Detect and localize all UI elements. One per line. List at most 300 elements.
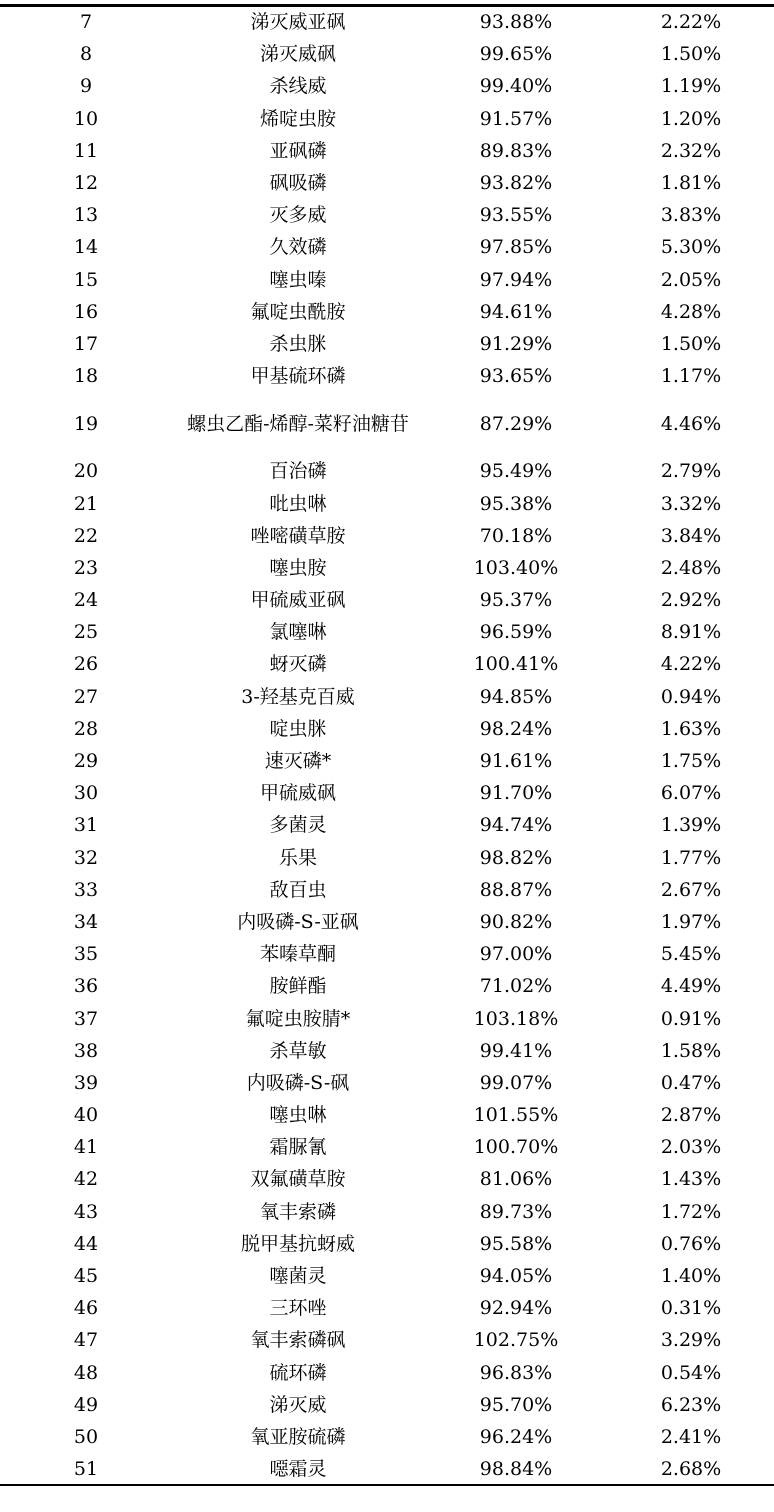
recovery-value: 98.82% xyxy=(479,846,553,869)
rsd-value: 3.84% xyxy=(660,524,722,547)
row-number: 32 xyxy=(73,846,99,869)
recovery-value-cell xyxy=(424,1421,608,1453)
row-number-cell xyxy=(0,392,172,455)
rsd-value-cell xyxy=(608,1228,774,1260)
table-row xyxy=(0,809,774,841)
recovery-value: 96.24% xyxy=(479,1425,553,1448)
compound-name: 脱甲基抗蚜威 xyxy=(240,1232,355,1255)
row-number-cell xyxy=(0,1421,172,1453)
recovery-value-cell xyxy=(424,392,608,455)
row-number-cell xyxy=(0,487,172,519)
row-number: 48 xyxy=(73,1361,99,1384)
recovery-value: 100.41% xyxy=(473,653,559,676)
row-number-cell xyxy=(0,296,172,328)
recovery-value: 91.57% xyxy=(479,107,553,130)
row-number-cell xyxy=(0,938,172,970)
compound-name-cell xyxy=(172,1196,424,1228)
rsd-value-cell xyxy=(608,552,774,584)
compound-name: 吡虫啉 xyxy=(269,492,327,515)
recovery-value-cell xyxy=(424,648,608,680)
row-number: 15 xyxy=(73,268,99,291)
recovery-value: 99.07% xyxy=(479,1071,553,1094)
rsd-value-cell xyxy=(608,455,774,487)
row-number-cell xyxy=(0,70,172,102)
compound-name-cell xyxy=(172,842,424,874)
pesticide-recovery-table xyxy=(0,6,774,1485)
compound-name-cell xyxy=(172,1002,424,1034)
compound-name: 噻虫胺 xyxy=(269,556,327,579)
recovery-value-cell xyxy=(424,809,608,841)
row-number-cell xyxy=(0,584,172,616)
row-number: 49 xyxy=(73,1393,99,1416)
recovery-value: 93.82% xyxy=(479,172,553,195)
row-number-cell xyxy=(0,874,172,906)
rsd-value: 2.67% xyxy=(660,878,722,901)
row-number: 23 xyxy=(73,556,99,579)
compound-name: 3-羟基克百威 xyxy=(241,685,355,708)
rsd-value-cell xyxy=(608,1389,774,1421)
rsd-value-cell xyxy=(608,1324,774,1356)
recovery-value-cell xyxy=(424,584,608,616)
recovery-value-cell xyxy=(424,938,608,970)
compound-name: 霜脲氰 xyxy=(269,1136,327,1159)
recovery-value: 70.18% xyxy=(479,524,553,547)
table-row xyxy=(0,1453,774,1485)
row-number-cell xyxy=(0,777,172,809)
recovery-value-cell xyxy=(424,70,608,102)
compound-name-cell xyxy=(172,1035,424,1067)
recovery-value: 99.40% xyxy=(479,75,553,98)
recovery-value: 95.58% xyxy=(479,1232,553,1255)
compound-name-cell xyxy=(172,713,424,745)
table-row xyxy=(0,296,774,328)
compound-name: 唑嘧磺草胺 xyxy=(250,524,346,547)
table-row xyxy=(0,1067,774,1099)
table-row xyxy=(0,199,774,231)
rsd-value-cell xyxy=(608,970,774,1002)
table-row xyxy=(0,487,774,519)
recovery-value-cell xyxy=(424,167,608,199)
table-row xyxy=(0,167,774,199)
row-number-cell xyxy=(0,552,172,584)
compound-name: 氧丰索磷 xyxy=(259,1200,336,1223)
row-number-cell xyxy=(0,1002,172,1034)
table-row xyxy=(0,1002,774,1034)
table-row xyxy=(0,328,774,360)
row-number: 42 xyxy=(73,1168,99,1191)
recovery-value: 89.83% xyxy=(479,139,553,162)
recovery-value-cell xyxy=(424,1453,608,1485)
recovery-value-cell xyxy=(424,520,608,552)
rsd-value-cell xyxy=(608,1421,774,1453)
compound-name: 乐果 xyxy=(278,846,317,869)
row-number: 18 xyxy=(73,365,99,388)
compound-name: 内吸磷-S-砜 xyxy=(246,1071,350,1094)
rsd-value: 3.32% xyxy=(660,492,722,515)
recovery-value-cell xyxy=(424,681,608,713)
recovery-value: 91.29% xyxy=(479,332,553,355)
compound-name-cell xyxy=(172,1389,424,1421)
row-number: 33 xyxy=(73,878,99,901)
rsd-value: 1.97% xyxy=(660,910,722,933)
table-row xyxy=(0,455,774,487)
compound-name: 氧亚胺硫磷 xyxy=(250,1425,346,1448)
row-number-cell xyxy=(0,616,172,648)
row-number: 29 xyxy=(73,750,99,773)
rsd-value: 1.43% xyxy=(660,1168,722,1191)
row-number-cell xyxy=(0,199,172,231)
row-number: 9 xyxy=(79,75,93,98)
rsd-value: 2.41% xyxy=(660,1425,722,1448)
rsd-value-cell xyxy=(608,1131,774,1163)
rsd-value-cell xyxy=(608,328,774,360)
rsd-value-cell xyxy=(608,1196,774,1228)
recovery-value: 102.75% xyxy=(473,1329,559,1352)
row-number-cell xyxy=(0,520,172,552)
row-number: 39 xyxy=(73,1071,99,1094)
compound-name-cell xyxy=(172,809,424,841)
compound-name: 硫环磷 xyxy=(269,1361,327,1384)
rsd-value-cell xyxy=(608,264,774,296)
recovery-value-cell xyxy=(424,970,608,1002)
rsd-value: 0.94% xyxy=(660,685,722,708)
recovery-value-cell xyxy=(424,328,608,360)
table-row xyxy=(0,1228,774,1260)
recovery-value: 94.05% xyxy=(479,1265,553,1288)
compound-name: 蚜灭磷 xyxy=(269,653,327,676)
rsd-value-cell xyxy=(608,392,774,455)
rsd-value: 1.20% xyxy=(660,107,722,130)
rsd-value: 5.45% xyxy=(660,943,722,966)
compound-name: 涕灭威 xyxy=(269,1393,327,1416)
row-number: 24 xyxy=(73,589,99,612)
rsd-value-cell xyxy=(608,360,774,392)
row-number-cell xyxy=(0,1035,172,1067)
row-number-cell xyxy=(0,1292,172,1324)
recovery-value-cell xyxy=(424,1357,608,1389)
compound-name: 氟啶虫酰胺 xyxy=(250,300,346,323)
table-row xyxy=(0,713,774,745)
rsd-value-cell xyxy=(608,296,774,328)
recovery-value-cell xyxy=(424,1292,608,1324)
recovery-value-cell xyxy=(424,713,608,745)
row-number: 14 xyxy=(73,236,99,259)
rsd-value: 2.79% xyxy=(660,460,722,483)
row-number: 19 xyxy=(73,412,99,435)
recovery-value-cell xyxy=(424,616,608,648)
compound-name-cell xyxy=(172,70,424,102)
row-number-cell xyxy=(0,264,172,296)
row-number: 12 xyxy=(73,172,99,195)
rsd-value: 4.49% xyxy=(660,975,722,998)
rsd-value-cell xyxy=(608,648,774,680)
row-number-cell xyxy=(0,1389,172,1421)
rsd-value-cell xyxy=(608,6,774,38)
compound-name-cell xyxy=(172,38,424,70)
compound-name: 噻虫啉 xyxy=(269,1104,327,1127)
recovery-value: 99.41% xyxy=(479,1039,553,1062)
compound-name: 氯噻啉 xyxy=(269,621,327,644)
recovery-value: 81.06% xyxy=(479,1168,553,1191)
compound-name: 内吸磷-S-亚砜 xyxy=(237,910,359,933)
compound-name: 涕灭威亚砜 xyxy=(250,11,346,34)
rsd-value-cell xyxy=(608,70,774,102)
recovery-value-cell xyxy=(424,6,608,38)
rsd-value-cell xyxy=(608,1163,774,1195)
row-number-cell xyxy=(0,1228,172,1260)
rsd-value: 1.58% xyxy=(660,1039,722,1062)
recovery-value: 97.94% xyxy=(479,268,553,291)
recovery-value-cell xyxy=(424,487,608,519)
rsd-value: 2.22% xyxy=(660,11,722,34)
rsd-value-cell xyxy=(608,520,774,552)
table-row xyxy=(0,938,774,970)
recovery-value: 94.74% xyxy=(479,814,553,837)
compound-name: 胺鲜酯 xyxy=(269,975,327,998)
row-number: 25 xyxy=(73,621,99,644)
row-number-cell xyxy=(0,1357,172,1389)
compound-name: 烯啶虫胺 xyxy=(259,107,336,130)
compound-name-cell xyxy=(172,1131,424,1163)
compound-name-cell xyxy=(172,1260,424,1292)
table-row xyxy=(0,1035,774,1067)
table-body xyxy=(0,6,774,1485)
rsd-value: 4.22% xyxy=(660,653,722,676)
recovery-value: 94.85% xyxy=(479,685,553,708)
table-row xyxy=(0,616,774,648)
compound-name-cell xyxy=(172,1067,424,1099)
recovery-value: 98.84% xyxy=(479,1458,553,1481)
rsd-value-cell xyxy=(608,1453,774,1485)
compound-name-cell xyxy=(172,103,424,135)
table-row xyxy=(0,1389,774,1421)
compound-name: 杀线威 xyxy=(269,75,327,98)
row-number: 8 xyxy=(79,43,93,66)
compound-name-cell xyxy=(172,874,424,906)
recovery-value: 97.85% xyxy=(479,236,553,259)
compound-name: 杀虫脒 xyxy=(269,332,327,355)
compound-name: 杀草敏 xyxy=(269,1039,327,1062)
rsd-value: 1.72% xyxy=(660,1200,722,1223)
table-row xyxy=(0,681,774,713)
compound-name: 灭多威 xyxy=(269,204,327,227)
recovery-value: 93.65% xyxy=(479,365,553,388)
recovery-value-cell xyxy=(424,1324,608,1356)
row-number-cell xyxy=(0,455,172,487)
recovery-value: 94.61% xyxy=(479,300,553,323)
row-number-cell xyxy=(0,231,172,263)
compound-name-cell xyxy=(172,584,424,616)
compound-name-cell xyxy=(172,199,424,231)
recovery-value-cell xyxy=(424,552,608,584)
compound-name-cell xyxy=(172,231,424,263)
recovery-value-cell xyxy=(424,1099,608,1131)
compound-name: 氟啶虫胺腈* xyxy=(245,1007,351,1030)
rsd-value-cell xyxy=(608,1099,774,1131)
rsd-value: 2.48% xyxy=(660,556,722,579)
recovery-value-cell xyxy=(424,199,608,231)
compound-name: 甲基硫环磷 xyxy=(250,365,346,388)
table-row xyxy=(0,1421,774,1453)
recovery-value-cell xyxy=(424,777,608,809)
compound-name-cell xyxy=(172,1292,424,1324)
row-number: 35 xyxy=(73,943,99,966)
table-row xyxy=(0,842,774,874)
table-row xyxy=(0,1260,774,1292)
table-row xyxy=(0,874,774,906)
rsd-value: 2.03% xyxy=(660,1136,722,1159)
compound-name-cell xyxy=(172,1421,424,1453)
compound-name-cell xyxy=(172,487,424,519)
recovery-value: 96.83% xyxy=(479,1361,553,1384)
row-number: 11 xyxy=(73,139,99,162)
row-number: 28 xyxy=(73,717,99,740)
compound-name-cell xyxy=(172,1228,424,1260)
compound-name-cell xyxy=(172,970,424,1002)
recovery-value: 91.70% xyxy=(479,782,553,805)
rsd-value: 1.17% xyxy=(660,365,722,388)
recovery-value-cell xyxy=(424,1163,608,1195)
recovery-value: 95.49% xyxy=(479,460,553,483)
row-number-cell xyxy=(0,681,172,713)
recovery-value-cell xyxy=(424,38,608,70)
rsd-value-cell xyxy=(608,842,774,874)
rsd-value-cell xyxy=(608,938,774,970)
compound-name: 螺虫乙酯-烯醇-菜籽油糖苷 xyxy=(187,412,409,435)
compound-name-cell xyxy=(172,135,424,167)
table-row xyxy=(0,1324,774,1356)
compound-name: 甲硫威砜 xyxy=(259,782,336,805)
compound-name: 苯嗪草酮 xyxy=(259,943,336,966)
compound-name: 三环唑 xyxy=(269,1297,327,1320)
rsd-value: 0.76% xyxy=(660,1232,722,1255)
row-number: 44 xyxy=(73,1232,99,1255)
rsd-value: 6.07% xyxy=(660,782,722,805)
row-number-cell xyxy=(0,970,172,1002)
compound-name: 噻虫嗪 xyxy=(269,268,327,291)
recovery-value: 95.38% xyxy=(479,492,553,515)
row-number: 45 xyxy=(73,1265,99,1288)
rsd-value-cell xyxy=(608,777,774,809)
row-number: 34 xyxy=(73,910,99,933)
compound-name-cell xyxy=(172,906,424,938)
rsd-value: 0.47% xyxy=(660,1071,722,1094)
row-number-cell xyxy=(0,906,172,938)
row-number-cell xyxy=(0,1099,172,1131)
row-number: 38 xyxy=(73,1039,99,1062)
recovery-value: 91.61% xyxy=(479,750,553,773)
recovery-value: 97.00% xyxy=(479,943,553,966)
table-row xyxy=(0,103,774,135)
recovery-value-cell xyxy=(424,1035,608,1067)
compound-name: 百治磷 xyxy=(269,460,327,483)
rsd-value-cell xyxy=(608,199,774,231)
rsd-value: 3.29% xyxy=(660,1329,722,1352)
rsd-value: 1.81% xyxy=(660,172,722,195)
table-row xyxy=(0,906,774,938)
rsd-value-cell xyxy=(608,135,774,167)
table-row xyxy=(0,584,774,616)
rsd-value: 1.77% xyxy=(660,846,722,869)
recovery-value: 99.65% xyxy=(479,43,553,66)
recovery-value: 103.18% xyxy=(473,1007,559,1030)
table-row xyxy=(0,1357,774,1389)
table-row xyxy=(0,1163,774,1195)
rsd-value: 3.83% xyxy=(660,204,722,227)
rsd-value-cell xyxy=(608,745,774,777)
compound-name-cell xyxy=(172,1357,424,1389)
rsd-value: 0.54% xyxy=(660,1361,722,1384)
recovery-value: 103.40% xyxy=(473,556,559,579)
recovery-value: 98.24% xyxy=(479,717,553,740)
rsd-value: 2.05% xyxy=(660,268,722,291)
compound-name: 啶虫脒 xyxy=(269,717,327,740)
compound-name-cell xyxy=(172,360,424,392)
rsd-value: 5.30% xyxy=(660,236,722,259)
table-row xyxy=(0,38,774,70)
recovery-value-cell xyxy=(424,135,608,167)
rsd-value-cell xyxy=(608,1067,774,1099)
table-row xyxy=(0,231,774,263)
table-row xyxy=(0,70,774,102)
compound-name-cell xyxy=(172,167,424,199)
recovery-value: 71.02% xyxy=(479,975,553,998)
table-row xyxy=(0,777,774,809)
recovery-value: 90.82% xyxy=(479,910,553,933)
compound-name-cell xyxy=(172,392,424,455)
recovery-value-cell xyxy=(424,874,608,906)
table-row xyxy=(0,6,774,38)
row-number: 10 xyxy=(73,107,99,130)
table-row xyxy=(0,970,774,1002)
row-number-cell xyxy=(0,1196,172,1228)
rsd-value-cell xyxy=(608,1035,774,1067)
rsd-value-cell xyxy=(608,1357,774,1389)
row-number: 36 xyxy=(73,975,99,998)
table-row xyxy=(0,745,774,777)
recovery-value: 96.59% xyxy=(479,621,553,644)
compound-name-cell xyxy=(172,6,424,38)
recovery-value-cell xyxy=(424,455,608,487)
compound-name: 噁霜灵 xyxy=(269,1458,327,1481)
table-row xyxy=(0,392,774,455)
recovery-value: 93.55% xyxy=(479,204,553,227)
rsd-value-cell xyxy=(608,231,774,263)
compound-name: 速灭磷* xyxy=(264,750,332,773)
recovery-value-cell xyxy=(424,1131,608,1163)
row-number: 51 xyxy=(73,1458,99,1481)
compound-name: 噻菌灵 xyxy=(269,1265,327,1288)
recovery-value: 89.73% xyxy=(479,1200,553,1223)
row-number: 20 xyxy=(73,460,99,483)
compound-name-cell xyxy=(172,616,424,648)
table-row xyxy=(0,648,774,680)
compound-name-cell xyxy=(172,745,424,777)
rsd-value: 1.50% xyxy=(660,332,722,355)
compound-name: 多菌灵 xyxy=(269,814,327,837)
table-bottom-rule xyxy=(0,1484,774,1486)
rsd-value: 1.19% xyxy=(660,75,722,98)
row-number: 17 xyxy=(73,332,99,355)
recovery-value-cell xyxy=(424,1067,608,1099)
row-number-cell xyxy=(0,1067,172,1099)
table-row xyxy=(0,360,774,392)
row-number-cell xyxy=(0,135,172,167)
recovery-value: 95.70% xyxy=(479,1393,553,1416)
row-number: 30 xyxy=(73,782,99,805)
rsd-value-cell xyxy=(608,874,774,906)
compound-name-cell xyxy=(172,552,424,584)
